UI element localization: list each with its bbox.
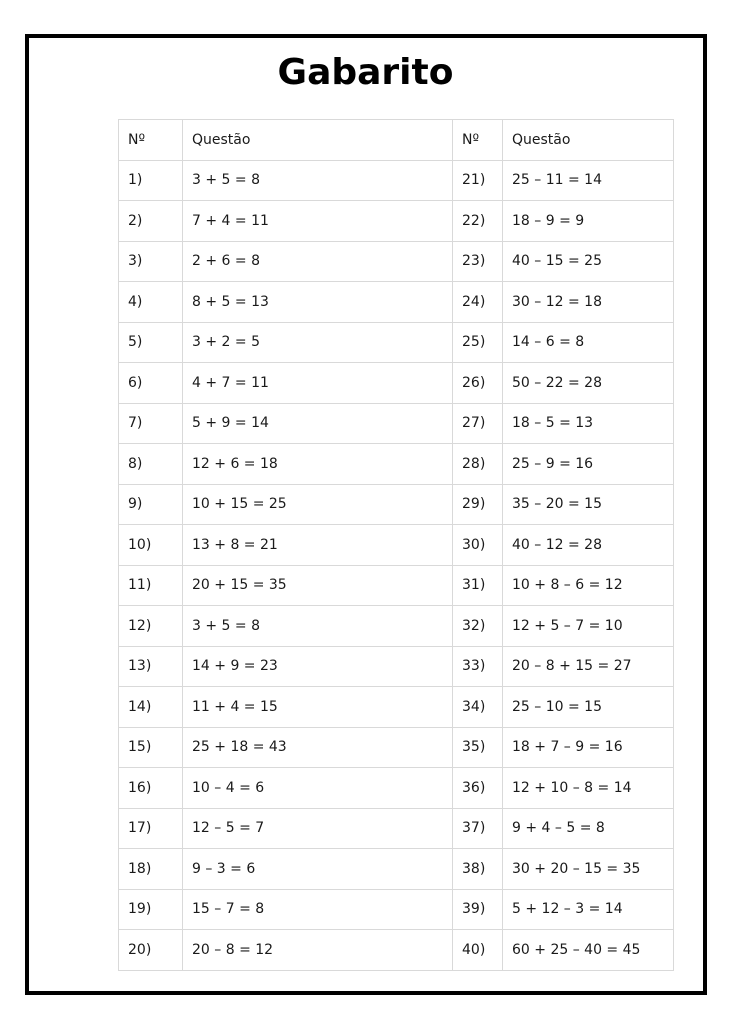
- question-number: 18): [119, 849, 183, 890]
- question-answer: 2 + 6 = 8: [183, 241, 453, 282]
- table-row: [119, 768, 674, 809]
- question-number: 2): [119, 201, 183, 242]
- table-row: [119, 606, 674, 647]
- question-answer: 3 + 2 = 5: [183, 322, 453, 363]
- table-row: [119, 484, 674, 525]
- question-number: 9): [119, 484, 183, 525]
- question-number: 35): [453, 727, 503, 768]
- column-header-question-left: Questão: [183, 120, 453, 161]
- table-row: [119, 322, 674, 363]
- question-number: 38): [453, 849, 503, 890]
- question-answer: 12 + 10 – 8 = 14: [503, 768, 674, 809]
- question-answer: 18 – 5 = 13: [503, 403, 674, 444]
- question-answer: 20 – 8 + 15 = 27: [503, 646, 674, 687]
- table-header-row: [119, 120, 674, 161]
- question-number: 39): [453, 889, 503, 930]
- column-header-number-left: Nº: [119, 120, 183, 161]
- table-row: [119, 525, 674, 566]
- question-number: 21): [453, 160, 503, 201]
- question-answer: 20 + 15 = 35: [183, 565, 453, 606]
- table-row: [119, 565, 674, 606]
- question-answer: 11 + 4 = 15: [183, 687, 453, 728]
- question-number: 19): [119, 889, 183, 930]
- question-answer: 9 + 4 – 5 = 8: [503, 808, 674, 849]
- table-row: [119, 930, 674, 971]
- question-answer: 40 – 15 = 25: [503, 241, 674, 282]
- question-answer: 7 + 4 = 11: [183, 201, 453, 242]
- question-number: 7): [119, 403, 183, 444]
- table-row: [119, 160, 674, 201]
- table-row: [119, 808, 674, 849]
- question-answer: 25 – 10 = 15: [503, 687, 674, 728]
- question-answer: 20 – 8 = 12: [183, 930, 453, 971]
- question-number: 6): [119, 363, 183, 404]
- question-number: 29): [453, 484, 503, 525]
- question-number: 26): [453, 363, 503, 404]
- table-row: [119, 889, 674, 930]
- table-row: [119, 241, 674, 282]
- question-answer: 18 + 7 – 9 = 16: [503, 727, 674, 768]
- question-number: 22): [453, 201, 503, 242]
- question-number: 4): [119, 282, 183, 323]
- question-number: 13): [119, 646, 183, 687]
- table-row: [119, 646, 674, 687]
- question-answer: 50 – 22 = 28: [503, 363, 674, 404]
- question-answer: 25 + 18 = 43: [183, 727, 453, 768]
- question-answer: 3 + 5 = 8: [183, 606, 453, 647]
- question-answer: 14 – 6 = 8: [503, 322, 674, 363]
- question-answer: 14 + 9 = 23: [183, 646, 453, 687]
- question-answer: 40 – 12 = 28: [503, 525, 674, 566]
- question-number: 1): [119, 160, 183, 201]
- question-number: 30): [453, 525, 503, 566]
- table-row: [119, 282, 674, 323]
- table-row: [119, 727, 674, 768]
- question-answer: 30 + 20 – 15 = 35: [503, 849, 674, 890]
- answer-key-table: [118, 119, 674, 971]
- question-answer: 8 + 5 = 13: [183, 282, 453, 323]
- question-number: 20): [119, 930, 183, 971]
- question-number: 23): [453, 241, 503, 282]
- question-answer: 13 + 8 = 21: [183, 525, 453, 566]
- question-number: 12): [119, 606, 183, 647]
- question-answer: 12 – 5 = 7: [183, 808, 453, 849]
- page-title: Gabarito: [277, 52, 454, 93]
- question-number: 27): [453, 403, 503, 444]
- question-answer: 25 – 11 = 14: [503, 160, 674, 201]
- question-number: 40): [453, 930, 503, 971]
- question-number: 24): [453, 282, 503, 323]
- question-number: 11): [119, 565, 183, 606]
- question-answer: 4 + 7 = 11: [183, 363, 453, 404]
- table-row: [119, 849, 674, 890]
- question-answer: 10 + 8 – 6 = 12: [503, 565, 674, 606]
- question-answer: 5 + 9 = 14: [183, 403, 453, 444]
- table-row: [119, 444, 674, 485]
- question-number: 17): [119, 808, 183, 849]
- question-number: 31): [453, 565, 503, 606]
- question-number: 34): [453, 687, 503, 728]
- question-number: 33): [453, 646, 503, 687]
- question-number: 16): [119, 768, 183, 809]
- question-number: 15): [119, 727, 183, 768]
- question-answer: 10 + 15 = 25: [183, 484, 453, 525]
- question-answer: 35 – 20 = 15: [503, 484, 674, 525]
- question-answer: 18 – 9 = 9: [503, 201, 674, 242]
- question-number: 32): [453, 606, 503, 647]
- column-header-number-right: Nº: [453, 120, 503, 161]
- question-number: 37): [453, 808, 503, 849]
- question-number: 36): [453, 768, 503, 809]
- table-row: [119, 363, 674, 404]
- question-number: 10): [119, 525, 183, 566]
- question-answer: 25 – 9 = 16: [503, 444, 674, 485]
- table-row: [119, 403, 674, 444]
- question-number: 5): [119, 322, 183, 363]
- question-number: 14): [119, 687, 183, 728]
- question-answer: 12 + 6 = 18: [183, 444, 453, 485]
- column-header-question-right: Questão: [503, 120, 674, 161]
- question-answer: 30 – 12 = 18: [503, 282, 674, 323]
- question-answer: 12 + 5 – 7 = 10: [503, 606, 674, 647]
- question-number: 28): [453, 444, 503, 485]
- question-answer: 5 + 12 – 3 = 14: [503, 889, 674, 930]
- question-answer: 9 – 3 = 6: [183, 849, 453, 890]
- question-number: 3): [119, 241, 183, 282]
- question-number: 8): [119, 444, 183, 485]
- table-body: [119, 160, 674, 970]
- table-row: [119, 687, 674, 728]
- question-number: 25): [453, 322, 503, 363]
- question-answer: 60 + 25 – 40 = 45: [503, 930, 674, 971]
- question-answer: 10 – 4 = 6: [183, 768, 453, 809]
- question-answer: 15 – 7 = 8: [183, 889, 453, 930]
- question-answer: 3 + 5 = 8: [183, 160, 453, 201]
- table-row: [119, 201, 674, 242]
